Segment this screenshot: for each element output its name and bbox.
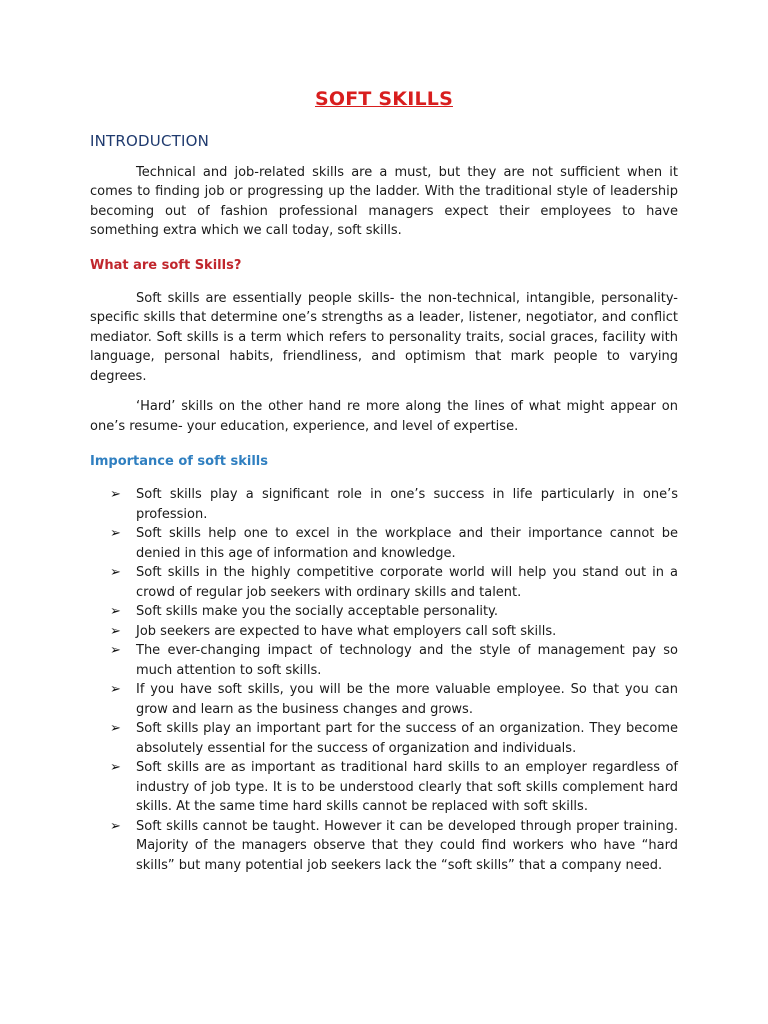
arrow-bullet-icon: ➢ xyxy=(110,604,121,620)
list-item xyxy=(90,563,678,602)
list-item xyxy=(90,758,678,817)
list-item xyxy=(90,622,678,642)
arrow-bullet-icon: ➢ xyxy=(110,623,121,639)
arrow-bullet-icon: ➢ xyxy=(110,487,121,503)
bullet-text: The ever-changing impact of technology and the style of management pay so much attention to soft skills. xyxy=(136,643,678,678)
arrow-bullet-icon: ➢ xyxy=(110,760,121,776)
arrow-bullet-icon: ➢ xyxy=(110,643,121,659)
list-item xyxy=(90,485,678,524)
document-title: SOFT SKILLS xyxy=(315,88,453,110)
list-item xyxy=(90,641,678,680)
bullet-text: Soft skills are as important as traditional hard skills to an employer regardless of industry of job type. It is to be understood clearly that soft skills complement hard skills. At the same time hard skills cannot be replaced with soft skills. xyxy=(136,760,678,815)
arrow-bullet-icon: ➢ xyxy=(110,721,121,737)
list-item xyxy=(90,719,678,758)
bullet-text: Soft skills cannot be taught. However it can be developed through proper training. Majority of the managers observe that they could find workers who have “hard skills” but many potential job seekers lack the “soft skills” that a company need. xyxy=(136,818,678,873)
introduction-heading: INTRODUCTION xyxy=(90,131,210,150)
arrow-bullet-icon: ➢ xyxy=(110,818,121,834)
arrow-bullet-icon: ➢ xyxy=(110,565,121,581)
bullet-text: If you have soft skills, you will be the more valuable employee. So that you can grow and learn as the business changes and grows. xyxy=(136,682,678,717)
bullet-text: Soft skills in the highly competitive corporate world will help you stand out in a crowd of regular job seekers with ordinary skills and talent. xyxy=(136,565,678,600)
bullet-text: Soft skills make you the socially acceptable personality. xyxy=(136,604,499,620)
what-are-soft-skills-paragraph-2: ‘Hard’ skills on the other hand re more along the lines of what might appear on one’s resume- your education, experience, and level of expertise. xyxy=(90,399,678,434)
bullet-text: Soft skills help one to excel in the workplace and their importance cannot be denied in this age of information and knowledge. xyxy=(136,526,678,561)
list-item xyxy=(90,602,678,622)
bullet-text: Job seekers are expected to have what employers call soft skills. xyxy=(136,623,557,639)
introduction-paragraph: Technical and job-related skills are a must, but they are not sufficient when it comes to finding job or progressing up the ladder. With the traditional style of leadership becoming out of fashion professional managers expect their employees to have something extra which we call today, soft skills. xyxy=(90,164,678,239)
arrow-bullet-icon: ➢ xyxy=(110,682,121,698)
list-item xyxy=(90,680,678,719)
arrow-bullet-icon: ➢ xyxy=(110,526,121,542)
list-item xyxy=(90,524,678,563)
importance-heading: Importance of soft skills xyxy=(90,454,268,470)
bullet-text: Soft skills play an important part for the success of an organization. They become absolutely essential for the success of organization and individuals. xyxy=(136,721,678,756)
importance-bullet-list xyxy=(90,485,678,875)
what-are-soft-skills-heading: What are soft Skills? xyxy=(90,257,242,273)
bullet-text: Soft skills play a significant role in one’s success in life particularly in one’s profession. xyxy=(136,487,678,522)
list-item xyxy=(90,817,678,876)
what-are-soft-skills-paragraph-1: Soft skills are essentially people skills- the non-technical, intangible, personality-specific skills that determine one’s strengths as a leader, listener, negotiator, and conflict mediator. Soft skills is a term which refers to personality traits, social graces, facility with language, personal habits, friendliness, and optimism that mark people to varying degrees. xyxy=(90,290,678,384)
